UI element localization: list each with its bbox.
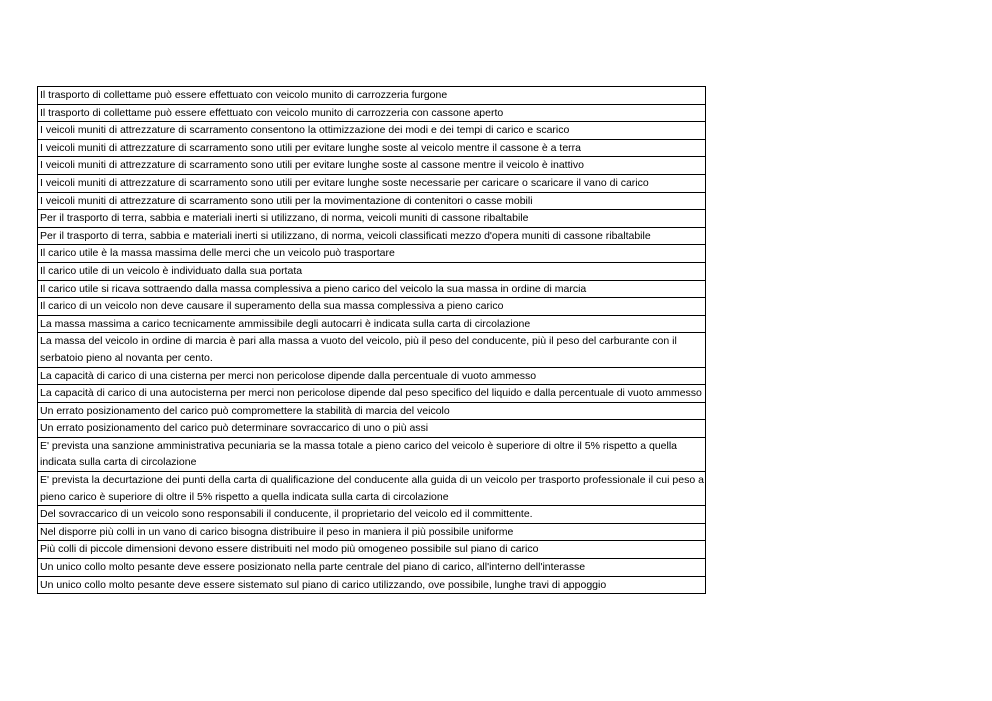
table-row: [38, 174, 706, 192]
table-row: [38, 139, 706, 157]
statement-cell[interactable]: I veicoli muniti di attrezzature di scarramento sono utili per evitare lunghe soste necessarie per caricare o scaricare il vano di carico: [38, 174, 706, 192]
statement-cell[interactable]: Nel disporre più colli in un vano di carico bisogna distribuire il peso in maniera il più possibile uniforme: [38, 523, 706, 541]
table-row: [38, 157, 706, 175]
statement-cell[interactable]: Il carico utile è la massa massima delle merci che un veicolo può trasportare: [38, 245, 706, 263]
table-row: [38, 280, 706, 298]
statement-cell[interactable]: Del sovraccarico di un veicolo sono responsabili il conducente, il proprietario del veicolo ed il committente.: [38, 506, 706, 524]
table-row: [38, 523, 706, 541]
table-row: [38, 192, 706, 210]
table-row: [38, 298, 706, 316]
statement-cell[interactable]: E' prevista la decurtazione dei punti della carta di qualificazione del conducente alla guida di un veicolo per trasporto professionale il cui peso a pieno carico è superiore di oltre il 5% rispetto a quella indicata sulla carta di circolazione: [38, 472, 706, 506]
table-row: [38, 210, 706, 228]
table-row: [38, 122, 706, 140]
table-row: [38, 245, 706, 263]
statement-cell[interactable]: Un unico collo molto pesante deve essere sistemato sul piano di carico utilizzando, ove possibile, lunghe travi di appoggio: [38, 576, 706, 594]
statement-cell[interactable]: Il trasporto di collettame può essere effettuato con veicolo munito di carrozzeria con cassone aperto: [38, 104, 706, 122]
statement-cell[interactable]: Il carico utile si ricava sottraendo dalla massa complessiva a pieno carico del veicolo la sua massa in ordine di marcia: [38, 280, 706, 298]
table-row: [38, 333, 706, 367]
statement-cell[interactable]: E' prevista una sanzione amministrativa pecuniaria se la massa totale a pieno carico del veicolo è superiore di oltre il 5% rispetto a quella indicata sulla carta di circolazione: [38, 437, 706, 471]
statement-cell[interactable]: Un unico collo molto pesante deve essere posizionato nella parte centrale del piano di carico, all'interno dell'interasse: [38, 559, 706, 577]
table-row: [38, 420, 706, 438]
table-row: [38, 262, 706, 280]
statement-cell[interactable]: La massa del veicolo in ordine di marcia è pari alla massa a vuoto del veicolo, più il peso del conducente, più il peso del carburante con il serbatoio pieno al novanta per cento.: [38, 333, 706, 367]
statement-cell[interactable]: Più colli di piccole dimensioni devono essere distribuiti nel modo più omogeneo possibile sul piano di carico: [38, 541, 706, 559]
statement-cell[interactable]: Il trasporto di collettame può essere effettuato con veicolo munito di carrozzeria furgone: [38, 87, 706, 105]
statement-cell[interactable]: Un errato posizionamento del carico può determinare sovraccarico di uno o più assi: [38, 420, 706, 438]
statement-cell[interactable]: I veicoli muniti di attrezzature di scarramento sono utili per la movimentazione di contenitori o casse mobili: [38, 192, 706, 210]
table-row: [38, 367, 706, 385]
statement-cell[interactable]: I veicoli muniti di attrezzature di scarramento sono utili per evitare lunghe soste al cassone mentre il veicolo è inattivo: [38, 157, 706, 175]
statements-table: [37, 86, 706, 594]
table-row: [38, 437, 706, 471]
table-row: [38, 227, 706, 245]
statement-cell[interactable]: I veicoli muniti di attrezzature di scarramento consentono la ottimizzazione dei modi e dei tempi di carico e scarico: [38, 122, 706, 140]
statement-cell[interactable]: Per il trasporto di terra, sabbia e materiali inerti si utilizzano, di norma, veicoli muniti di cassone ribaltabile: [38, 210, 706, 228]
statement-cell[interactable]: Per il trasporto di terra, sabbia e materiali inerti si utilizzano, di norma, veicoli classificati mezzo d'opera muniti di cassone ribaltabile: [38, 227, 706, 245]
statement-cell[interactable]: La capacità di carico di una autocisterna per merci non pericolose dipende dal peso specifico del liquido e dalla percentuale di vuoto ammesso: [38, 385, 706, 403]
table-row: [38, 559, 706, 577]
statement-cell[interactable]: La capacità di carico di una cisterna per merci non pericolose dipende dalla percentuale di vuoto ammesso: [38, 367, 706, 385]
statement-cell[interactable]: Il carico di un veicolo non deve causare il superamento della sua massa complessiva a pieno carico: [38, 298, 706, 316]
table-row: [38, 385, 706, 403]
table-row: [38, 576, 706, 594]
table-row: [38, 104, 706, 122]
statement-cell[interactable]: Un errato posizionamento del carico può compromettere la stabilità di marcia del veicolo: [38, 402, 706, 420]
statement-cell[interactable]: I veicoli muniti di attrezzature di scarramento sono utili per evitare lunghe soste al veicolo mentre il cassone è a terra: [38, 139, 706, 157]
table-row: [38, 541, 706, 559]
table-row: [38, 315, 706, 333]
table-row: [38, 402, 706, 420]
table-row: [38, 506, 706, 524]
statement-cell[interactable]: La massa massima a carico tecnicamente ammissibile degli autocarri è indicata sulla carta di circolazione: [38, 315, 706, 333]
statement-cell[interactable]: Il carico utile di un veicolo è individuato dalla sua portata: [38, 262, 706, 280]
table-row: [38, 87, 706, 105]
table-row: [38, 472, 706, 506]
